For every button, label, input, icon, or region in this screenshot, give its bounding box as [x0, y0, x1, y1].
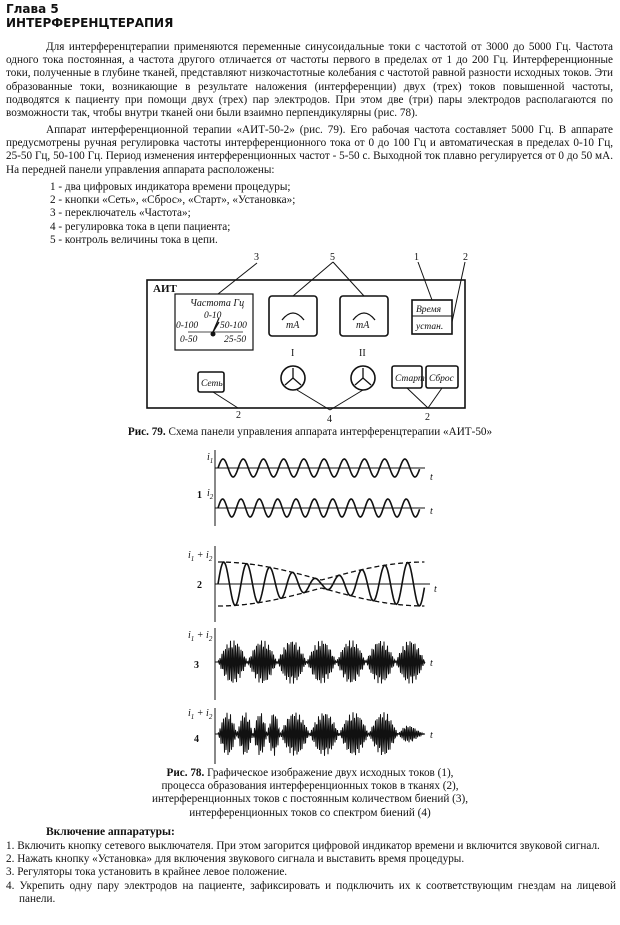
callout-2-left: 2: [236, 410, 241, 421]
chapter-label: Глава 5: [6, 2, 59, 16]
figure-79-caption: [0, 426, 620, 439]
device-paragraph: Аппарат интерференционной терапии «АИТ-50-2» (рис. 79). Его рабочая частота составляет 5000 Гц. В аппарате предусмотрены ручная регулировка частоты интерференционного тока от 0 до 100 Гц и автоматическая в пределах 0-10 Гц, 25-50 Гц, 50-100 Гц. Период изменения интерференционных частот - 5-50 с. Выходной ток плавно регулируется от 0 до 50 мА. На передней панели управления аппарата расположены:: [6, 124, 613, 176]
section-title: Включение аппаратуры:: [46, 826, 175, 838]
timer-line-1: Время: [416, 305, 442, 315]
wave-spectrum-beats: [218, 712, 425, 756]
t-label-1: t: [430, 472, 433, 483]
envelope-upper: [218, 562, 424, 580]
timer-line-2: устан.: [416, 322, 444, 332]
steps-list: [6, 840, 616, 906]
i1-label: $i_1$: [207, 452, 214, 465]
figure-78-waveforms: [0, 446, 620, 764]
channel-1-label: I: [291, 348, 295, 359]
list-item: 1. Включить кнопку сетевого выключателя. При этом загорится цифровой индикатор времени и включится звуковой сигнал.: [6, 840, 600, 852]
start-button-label: Старт: [395, 374, 425, 384]
freq-opt-0-50: 0-50: [180, 335, 198, 345]
i2-label: $i_2$: [207, 488, 214, 501]
row-number-4: 4: [194, 734, 199, 745]
callout-3: 3: [254, 252, 259, 263]
freq-opt-0-100: 0-100: [176, 321, 199, 331]
callout-4: 4: [327, 414, 332, 425]
list-item: 2. Нажать кнопку «Установка» для включения звукового сигнала и выставить время процедуры.: [6, 853, 465, 866]
wave-i1: [218, 459, 420, 477]
freq-opt-25-50: 25-50: [224, 335, 247, 345]
net-button-label: Сеть: [201, 379, 223, 389]
list-item: 4. Укрепить одну пару электродов на пациенте, зафиксировать и подключить их к соответствующим гнездам на лицевой панели.: [6, 879, 616, 905]
caption-number: Рис. 79.: [127, 426, 166, 438]
callout-1: 1: [414, 252, 419, 263]
callout-5: 5: [330, 252, 335, 263]
caption-line: процесса образования интерференционных токов в тканях (2),: [161, 780, 459, 793]
list-item: 4 - регулировка тока в цепи пациента;: [50, 220, 231, 233]
sum-label-2: $i_1 + i_2$: [188, 550, 213, 563]
reset-button-label: Сброс: [429, 374, 454, 384]
sum-label-3: $i_1 + i_2$: [188, 630, 213, 643]
channel-2-label: II: [359, 348, 366, 359]
figure-78-caption: [0, 767, 620, 820]
callout-2-top: 2: [463, 252, 468, 263]
panel-items-list: [50, 181, 295, 247]
t-label-3: t: [434, 584, 437, 595]
caption-line: интерференционных токов со спектром биений (4): [189, 806, 431, 819]
frequency-title: Частота Гц: [190, 298, 245, 309]
list-item: 1 - два цифровых индикатора времени процедуры;: [50, 181, 291, 193]
meter-unit-1: mA: [286, 320, 300, 331]
sum-label-4: $i_1 + i_2$: [188, 708, 213, 721]
chapter-title: ИНТЕРФЕРЕНЦТЕРАПИЯ: [6, 16, 174, 30]
wave-constant-beats: [218, 640, 425, 683]
caption-line: Графическое изображение двух исходных токов (1),: [204, 767, 454, 779]
list-item: 3. Регуляторы тока установить в крайнее левое положение.: [6, 866, 288, 879]
meter-unit-2: mA: [356, 320, 370, 331]
t-label-5: t: [430, 730, 433, 741]
list-item: 3 - переключатель «Частота»;: [50, 207, 191, 220]
caption-line: интерференционных токов с постоянным количеством биений (3),: [151, 793, 469, 806]
freq-opt-50-100: 50-100: [220, 321, 247, 331]
device-label: АИТ: [153, 283, 177, 295]
freq-opt-0-10: 0-10: [204, 311, 222, 321]
caption-number: Рис. 78.: [166, 767, 205, 779]
callout-2-right: 2: [425, 412, 430, 423]
intro-paragraph: Для интерференцтерапии применяются переменные синусоидальные токи с частотой от 3000 до 5000 Гц. Частота одного тока постоянная, а частота другого отличается от частоты первого в пределах от 1 до 200 Гц. Интерференционные токи, полученные в глубине тканей, представляют низкочастотные колебания с частотой равной разности исходных токов. Эти образованные токи, возникающие в результате наложения (интерференции) двух (трех) токов повышенной частоты, подводятся к пациенту при помощи двух (трех) пар электродов. При этом две (три) пары электродов располагаются по возможности так, чтобы внутри тканей они были взаимно перпендикулярны (рис. 78).: [6, 41, 613, 120]
list-item: 2 - кнопки «Сеть», «Сброс», «Старт», «Установка»;: [50, 194, 296, 207]
row-number-1: 1: [197, 490, 202, 501]
caption-text: Схема панели управления аппарата интерференцтерапии «АИТ-50»: [165, 426, 493, 438]
list-item: 5 - контроль величины тока в цепи.: [50, 233, 218, 246]
row-number-3: 3: [194, 660, 199, 671]
figure-79-panel: [0, 248, 620, 428]
t-label-4: t: [430, 658, 433, 669]
t-label-2: t: [430, 506, 433, 517]
row-number-2: 2: [197, 580, 202, 591]
